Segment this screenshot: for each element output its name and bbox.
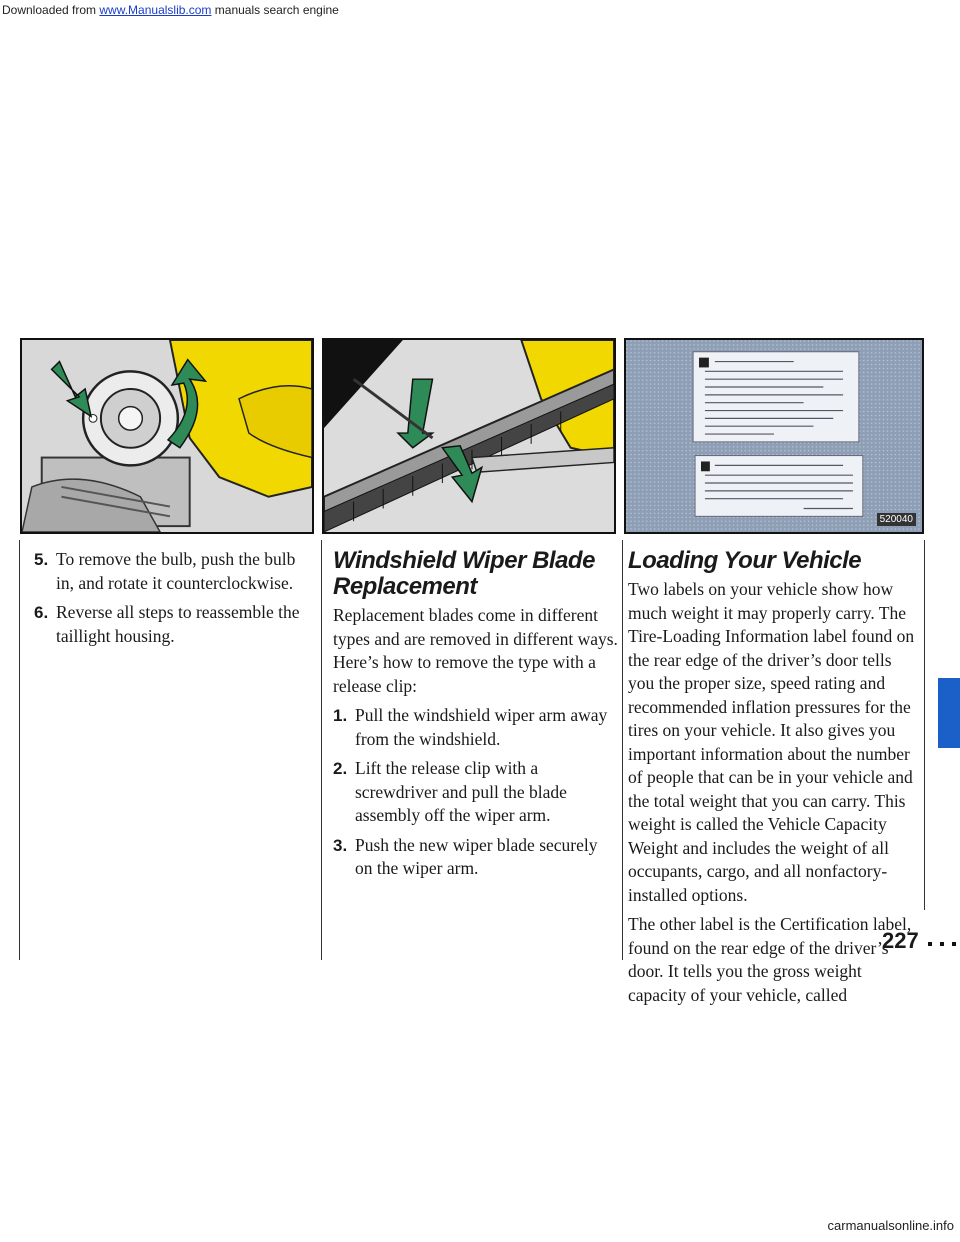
wiper-blade-column (333, 548, 618, 887)
column-rule-right (622, 540, 623, 960)
wiper-blade-illustration (322, 338, 616, 534)
taillight-bulb-illustration (20, 338, 314, 534)
column-rule-mid (321, 540, 322, 960)
loading-section-heading: Loading Your Vehicle (628, 547, 862, 574)
manualslib-link[interactable]: www.Manualslib.com (99, 3, 212, 17)
wiper-section-heading: Windshield Wiper Blade Replacement (333, 547, 595, 600)
footer-watermark: carmanualsonline.info (827, 1218, 954, 1233)
loading-vehicle-column (628, 548, 916, 1013)
loading-para-1: Two labels on your vehicle show how much weight it may properly carry. The Tire-Loading Information label found on the rear edge of the driver’s door tells you the proper size, speed rating and recommended inflation pressures for the tires on your vehicle. It also gives you important information about the number of people that can be in your vehicle and the total weight that you can carry. This weight is called the Vehicle Capacity Weight and includes the weight of all occupants, cargo, and all nonfactory-installed options. (628, 579, 915, 905)
wiper-intro: Replacement blades come in different types and are removed in different ways. Here’s how to remove the type with a release clip: (333, 605, 618, 696)
wiper-step-3: 3. Push the new wiper blade securely on the wiper arm. (333, 834, 598, 878)
wiper-step-2: 2. Lift the release clip with a screwdriver and pull the blade assembly off the wiper arm. (333, 758, 567, 825)
page-number: 227 (882, 928, 919, 953)
tire-loading-label-illustration (624, 338, 924, 534)
column-rule-far-right (924, 540, 925, 910)
section-tab-marker (938, 678, 960, 748)
image-code-label: 520040 (877, 513, 916, 526)
download-banner: Downloaded from www.Manualslib.com manuals search engine (2, 3, 339, 17)
wiper-step-1: 1. Pull the windshield wiper arm away from the windshield. (333, 705, 608, 749)
step-6: 6. Reverse all steps to reassemble the taillight housing. (34, 602, 300, 646)
step-5: 5. To remove the bulb, push the bulb in, and rotate it counterclockwise. (34, 549, 296, 593)
page-number-dots (924, 942, 960, 948)
column-rule-left (19, 540, 20, 960)
taillight-steps-column (34, 548, 316, 654)
loading-para-2: The other label is the Certification label, found on the rear edge of the driver’s door. It tells you the gross weight capacity of your vehicle, called (628, 914, 912, 1005)
